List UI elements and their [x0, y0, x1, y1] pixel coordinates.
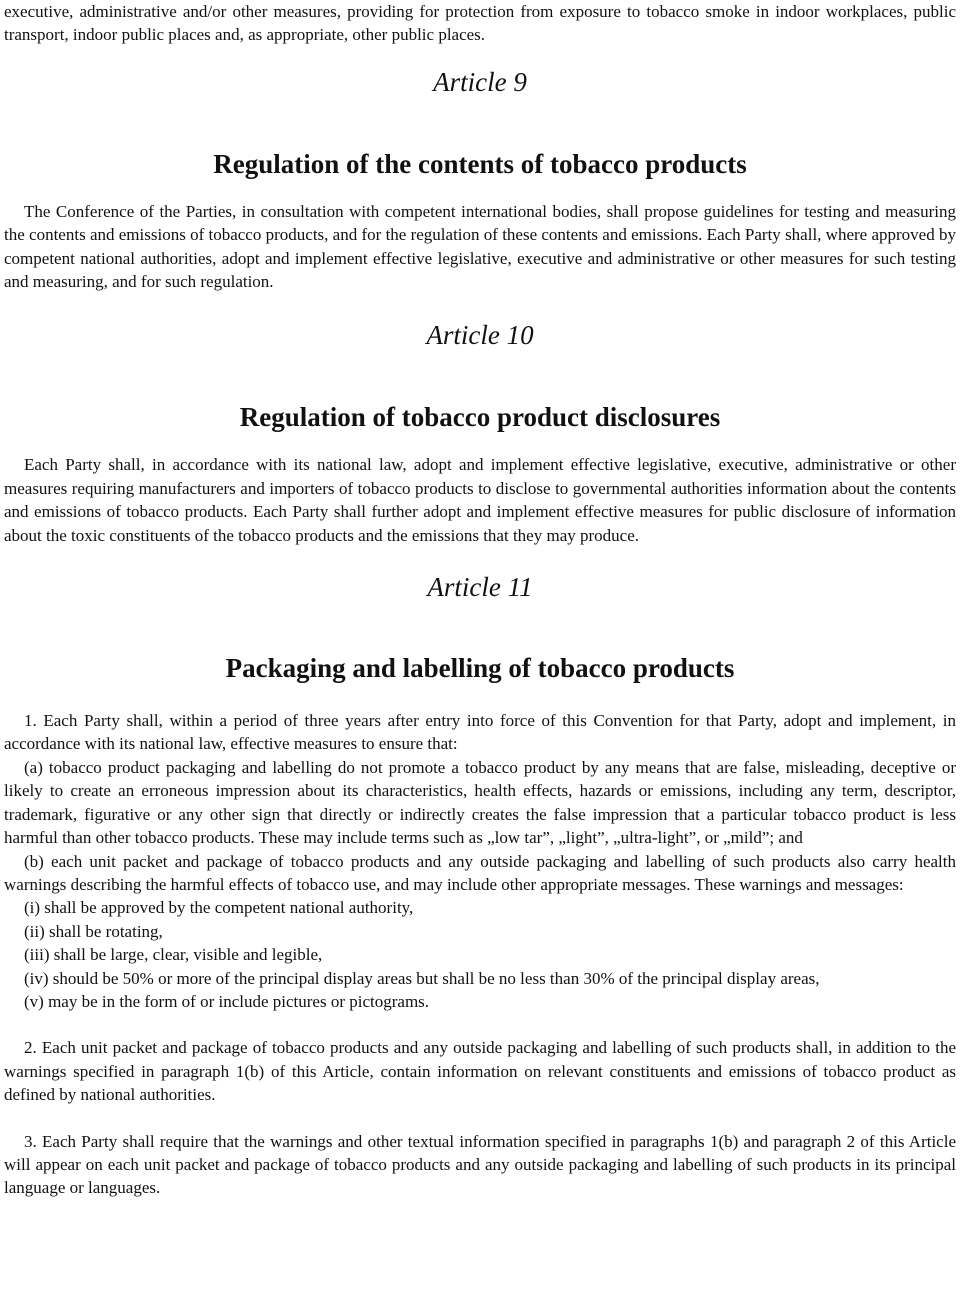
article-11-paragraph-1: 1. Each Party shall, within a period of three years after entry into force of this Convention for that Party, adopt and implement, in accordance with its national law, effective measures to ensure that: — [4, 711, 956, 754]
warning-item-i: (i) shall be approved by the competent national authority, — [24, 898, 414, 918]
warning-item-v: (v) may be in the form of or include pictures or pictograms. — [24, 991, 430, 1011]
article-11-title: Packaging and labelling of tobacco products — [225, 653, 735, 684]
article-11-paragraph-2: 2. Each unit packet and package of tobacco products and any outside packaging and labelling of such products shall, in addition to the warnings specified in paragraph 1(b) of this Article, contain information on relevant constituents and emissions of tobacco product as defined by national authorities. — [4, 1038, 956, 1105]
warning-item-iv: (iv) should be 50% or more of the principal display areas but shall be no less than 30% of the principal display areas, — [24, 968, 820, 988]
article-9-title: Regulation of the contents of tobacco products — [213, 148, 747, 179]
intro-paragraph: executive, administrative and/or other measures, providing for protection from exposure to tobacco smoke in indoor workplaces, public transport, indoor public places and, as appropriate, other public places. — [4, 2, 956, 45]
article-10-title: Regulation of tobacco product disclosures — [239, 402, 721, 433]
article-9-number: Article 9 — [433, 66, 527, 97]
warning-item-ii: (ii) shall be rotating, — [24, 921, 163, 941]
warning-item-iii: (iii) shall be large, clear, visible and legible, — [24, 945, 323, 965]
article-11-number: Article 11 — [427, 572, 533, 603]
article-11-paragraph-1b: (b) each unit packet and package of tobacco products and any outside packaging and labelling of such products also carry health warnings describing the harmful effects of tobacco use, and may include other appropriate messages. These warnings and messages: — [4, 851, 956, 894]
article-10-body: Each Party shall, in accordance with its national law, adopt and implement effective legislative, executive, administrative or other measures requiring manufacturers and importers of tobacco products to disclose to governmental authorities information about the contents and emissions of tobacco products. Each Party shall further adopt and implement effective measures for public disclosure of information about the toxic constituents of the tobacco products and the emissions that they may produce. — [4, 455, 956, 545]
article-9-body: The Conference of the Parties, in consultation with competent international bodies, shall propose guidelines for testing and measuring the contents and emissions of tobacco products, and for the regulation of these contents and emissions. Each Party shall, where approved by competent national authorities, adopt and implement effective legislative, executive and administrative or other measures for such testing and measuring, and for such regulation. — [4, 201, 956, 292]
article-11-paragraph-3: 3. Each Party shall require that the warnings and other textual information specified in paragraphs 1(b) and paragraph 2 of this Article will appear on each unit packet and package of tobacco products and any outside packaging and labelling of such products in its principal language or languages. — [4, 1131, 956, 1198]
article-10-number: Article 10 — [426, 320, 534, 351]
article-11-paragraph-1a: (a) tobacco product packaging and labelling do not promote a tobacco product by any means that are false, misleading, deceptive or likely to create an erroneous impression about its characteristics, health effects, hazards or emissions, including any term, descriptor, trademark, figurative or any other sign that directly or indirectly creates the false impression that a particular tobacco product is less harmful than other tobacco products. These may include terms such as „low tar”, „light”, „ultra-light”, or „mild”; and — [4, 757, 956, 848]
